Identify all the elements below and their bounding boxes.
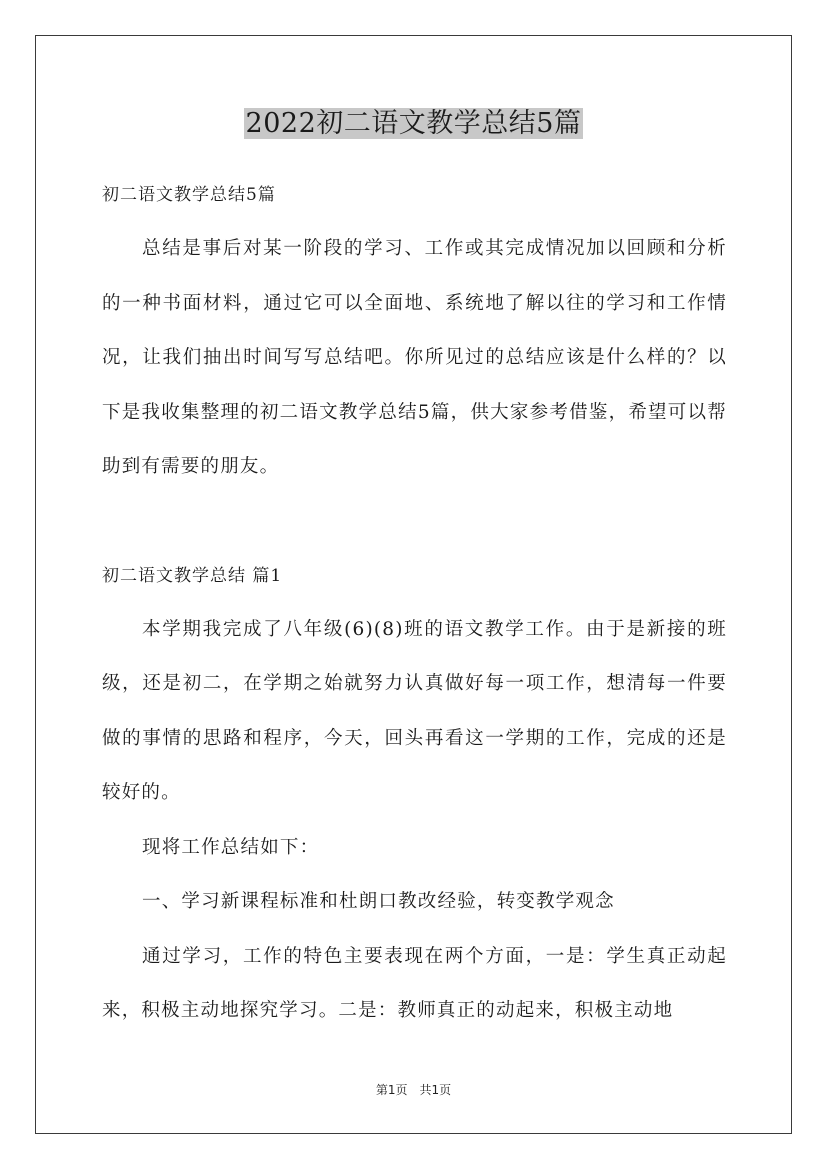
document-subtitle: 初二语文教学总结5篇 xyxy=(102,185,276,205)
document-title xyxy=(0,104,827,144)
body-paragraph: 一、学习新课程标准和杜朗口教改经验，转变教学观念 xyxy=(142,891,615,912)
section-spacer xyxy=(102,495,727,549)
page-footer: 第1页 共1页 xyxy=(375,1083,452,1097)
body-paragraph: 通过学习，工作的特色主要表现在两个方面，一是：学生真正动起来，积极主动地探究学习。二是：教师真正的动起来，积极主动地 xyxy=(102,945,727,1021)
document-title-text: 2022初二语文教学总结5篇 xyxy=(245,108,582,139)
body-paragraph: 现将工作总结如下： xyxy=(142,836,320,858)
document-body xyxy=(102,168,727,1039)
body-paragraph: 本学期我完成了八年级(6)(8)班的语文教学工作。由于是新接的班级，还是初二，在学期之始就努力认真做好每一项工作，想清每一件要做的事情的思路和程序，今天，回头再看这一学期的工作，完成的还是较好的。 xyxy=(102,618,727,803)
section-heading: 初二语文教学总结 篇1 xyxy=(102,565,283,586)
intro-paragraph: 总结是事后对某一阶段的学习、工作或其完成情况加以回顾和分析的一种书面材料，通过它可以全面地、系统地了解以往的学习和工作情况，让我们抽出时间写写总结吧。你所见过的总结应该是什么样的？以下是我收集整理的初二语文教学总结5篇，供大家参考借鉴，希望可以帮助到有需要的朋友。 xyxy=(102,238,727,477)
